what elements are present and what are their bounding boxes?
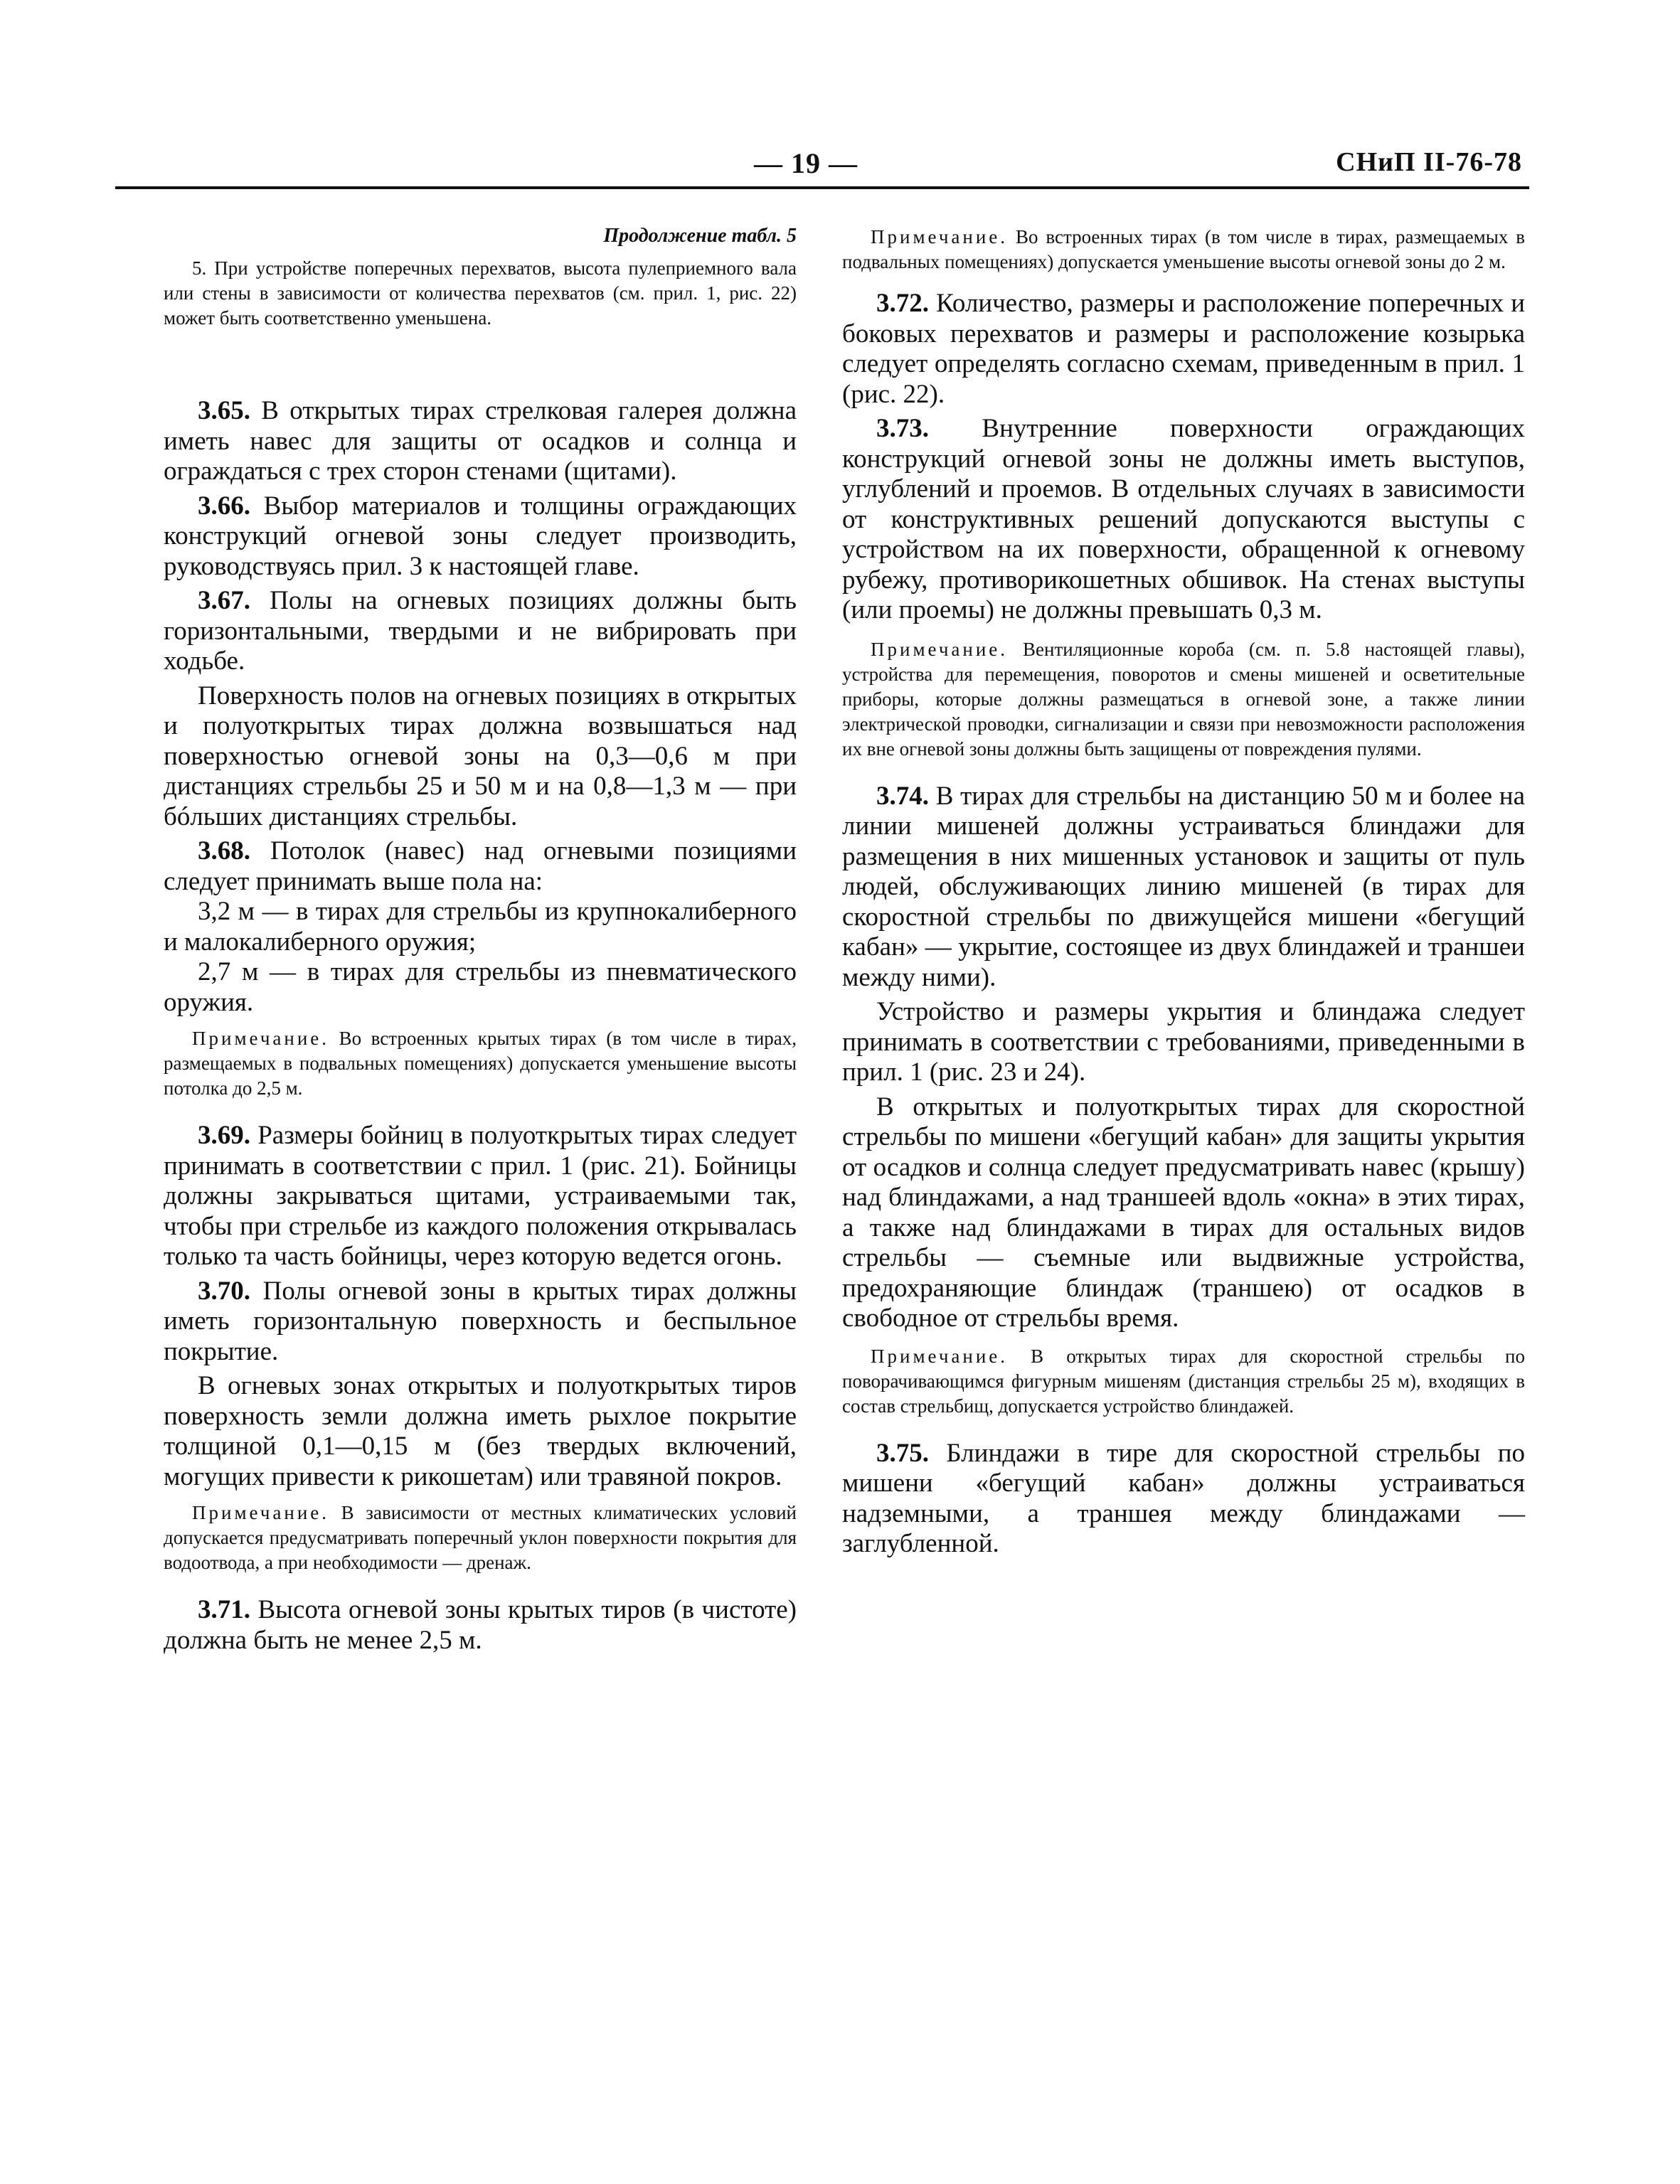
clause-3-74-shelter: Устройство и размеры укрытия и блиндажа следует принимать в соответствии с требованиями, приведенными в прил. 1 (рис. 23 и 24). xyxy=(842,997,1525,1087)
clause-3-74: 3.74. В тирах для стрельбы на дистанцию 50 м и более на линии мишеней должны устраиваться блиндажи для размещения в них мишенных установок и защиты от пуль людей, обслуживающих линию мишеней (в тирах для скоростной стрельбы по движущейся мишени «бегущий кабан» — укрытие, состоящее из двух блиндажей и траншеи между ними). xyxy=(842,781,1525,992)
clause-3-70-ground: В огневых зонах открытых и полуоткрытых тиров поверхность земли должна иметь рыхлое покрытие толщиной 0,1—0,15 м (без твердых включений, могущих привести к рикошетам) или травяной покров. xyxy=(164,1371,797,1491)
note-3-74: Примечание. В открытых тирах для скоростной стрельбы по поворачивающимся фигурным мишеням (дистанция стрельбы 25 м), входящих в состав стрельбищ, допускается устройство блиндажей. xyxy=(842,1345,1525,1417)
header-rule xyxy=(115,186,1529,189)
left-column xyxy=(164,225,797,1656)
note-3-73: Примечание. Вентиляционные короба (см. п. 5.8 настоящей главы), устройства для перемещения, поворотов и смены мишеней и осветительные приборы, которые должны размещаться в огневой зоне, а также линии электрической проводки, сигнализации и связи при невозможности расположения их вне огневой зоны должны быть защищены от повреждения пулями. xyxy=(842,638,1525,760)
clause-3-75: 3.75. Блиндажи в тире для скоростной стрельбы по мишени «бегущий кабан» должны устраиваться надземными, а траншея между блиндажами — заглубленной. xyxy=(842,1438,1525,1558)
clause-3-71: 3.71. Высота огневой зоны крытых тиров (в чистоте) должна быть не менее 2,5 м. xyxy=(164,1595,797,1655)
clause-3-65: 3.65. В открытых тирах стрелковая галерея должна иметь навес для защиты от осадков и солнца и ограждаться с трех сторон стенами (щитами). xyxy=(164,396,797,486)
note-3-71: Примечание. Во встроенных тирах (в том числе в тирах, размещаемых в подвальных помещениях) допускается уменьшение высоты огневой зоны до 2 м. xyxy=(842,226,1525,272)
table-continuation: Продолжение табл. 5 xyxy=(603,225,797,247)
note-3-68: Примечание. Во встроенных крытых тирах (в том числе в тирах, размещаемых в подвальных помещениях) допускается уменьшение высоты потолка до 2,5 м. xyxy=(164,1028,797,1099)
clause-3-68: 3.68. Потолок (навес) над огневыми позициями следует принимать выше пола на: xyxy=(164,836,797,896)
clause-3-69: 3.69. Размеры бойниц в полуоткрытых тирах следует принимать в соответствии с прил. 1 (рис. 21). Бойницы должны закрываться щитами, устраиваемыми так, чтобы при стрельбе из каждого положения открывалась только та часть бойницы, через которую ведется огонь. xyxy=(164,1121,797,1271)
clause-3-67: 3.67. Полы на огневых позициях должны быть горизонтальными, твердыми и не вибрировать при ходьбе. xyxy=(164,586,797,676)
note-3-70: Примечание. В зависимости от местных климатических условий допускается предусматривать поперечный уклон поверхности покрытия для водоотвода, а при необходимости — дренаж. xyxy=(164,1502,797,1573)
clause-3-70: 3.70. Полы огневой зоны в крытых тирах должны иметь горизонтальную поверхность и беспыльное покрытие. xyxy=(164,1276,797,1366)
page-number: — 19 — xyxy=(754,147,858,179)
clause-3-66: 3.66. Выбор материалов и толщины ограждающих конструкций огневой зоны следует производить, руководствуясь прил. 3 к настоящей главе. xyxy=(164,491,797,581)
clause-3-72: 3.72. Количество, размеры и расположение поперечных и боковых перехватов и размеры и расположение козырька следует определять согласно схемам, приведенным в прил. 1 (рис. 22). xyxy=(842,289,1525,409)
clause-3-68-item-1: 3,2 м — в тирах для стрельбы из крупнокалиберного и малокалиберного оружия; xyxy=(164,897,797,957)
clause-3-68-item-2: 2,7 м — в тирах для стрельбы из пневматического оружия. xyxy=(164,957,797,1017)
clause-3-74-canopy: В открытых и полуоткрытых тирах для скоростной стрельбы по мишени «бегущий кабан» для защиты укрытия от осадков и солнца следует предусматривать навес (крышу) над блиндажами, а над траншеей вдоль «окна» в этих тирах, а также над блиндажами в тирах для остальных видов стрельбы — съемные или выдвижные устройства, предохраняющие блиндаж (траншею) от осадков в свободное от стрельбы время. xyxy=(842,1092,1525,1333)
document-code: СНиП II-76-78 xyxy=(1336,147,1522,177)
right-column xyxy=(842,225,1525,1560)
clause-3-67-floors: Поверхность полов на огневых позициях в открытых и полуоткрытых тирах должна возвышаться над поверхностью огневой зоны на 0,3—0,6 м при дистанциях стрельбы 25 и 50 м и на 0,8—1,3 м — при бóльших дистанциях стрельбы. xyxy=(164,681,797,831)
table-note: 5. При устройстве поперечных перехватов, высота пулеприемного вала или стены в зависимости от количества перехватов (см. прил. 1, рис. 22) может быть соответственно уменьшена. xyxy=(164,257,797,329)
clause-3-73: 3.73. Внутренние поверхности ограждающих конструкций огневой зоны не должны иметь выступов, углублений и проемов. В отдельных случаях в зависимости от конструктивных решений допускаются выступы с устройством на их поверхности, обращенной к огневому рубежу, противорикошетных обшивок. На стенах выступы (или проемы) не должны превышать 0,3 м. xyxy=(842,414,1525,624)
